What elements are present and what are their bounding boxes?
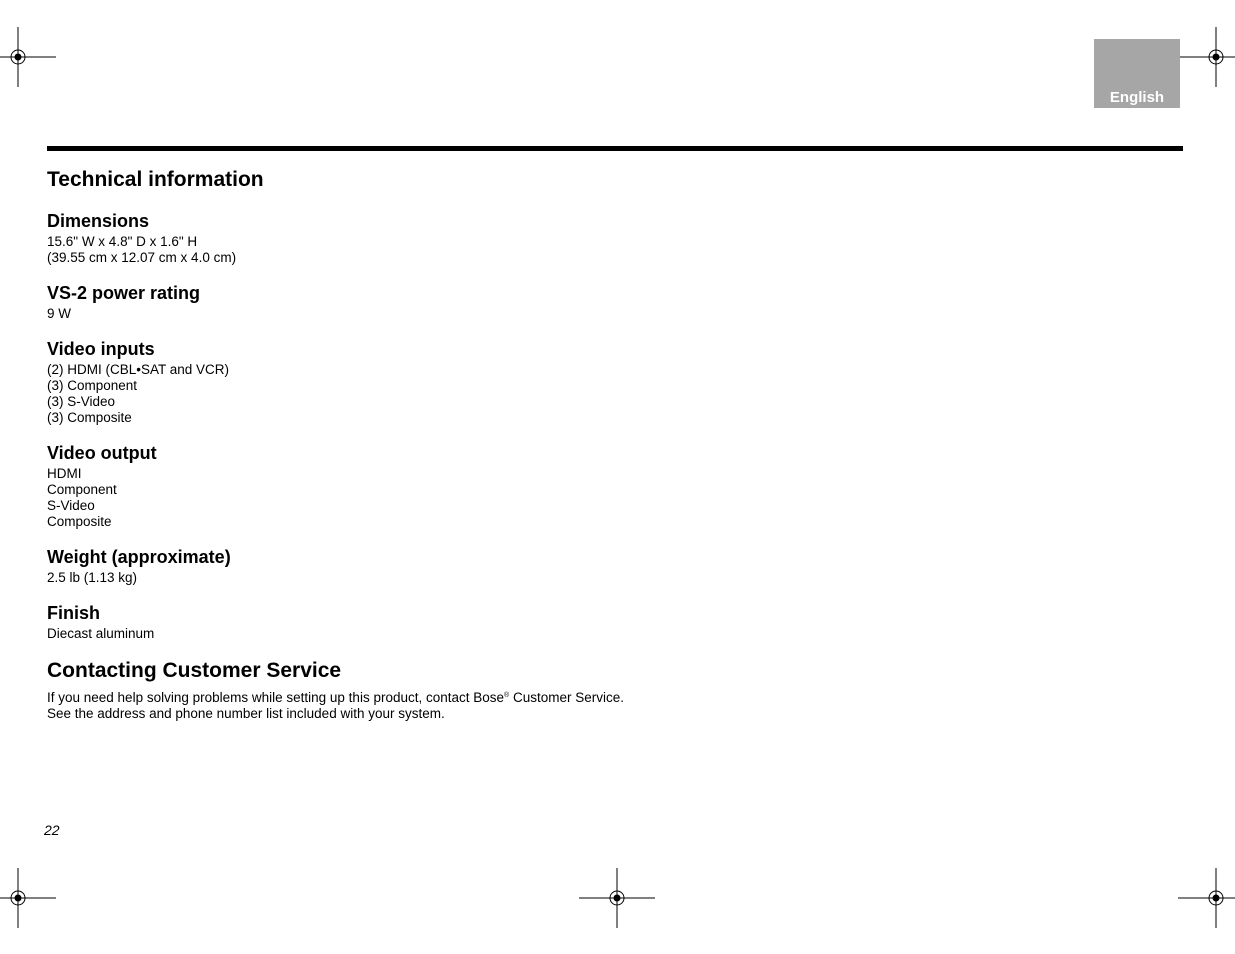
contact-line-2: See the address and phone number list included with your system.	[47, 706, 445, 721]
spec-list	[47, 210, 947, 642]
spec-heading: Finish	[47, 603, 100, 623]
spec-heading: Video output	[47, 443, 157, 463]
spec-section	[47, 602, 947, 642]
spec-section	[47, 282, 947, 322]
spec-value-line: (39.55 cm x 12.07 cm x 4.0 cm)	[47, 250, 237, 265]
spec-value-line: HDMI	[47, 466, 82, 481]
spec-value-line: 9 W	[47, 306, 72, 321]
registered-mark: ®	[504, 692, 510, 699]
spec-values	[47, 570, 947, 586]
spec-value-line: (2) HDMI (CBL•SAT and VCR)	[47, 362, 230, 377]
spec-value-line: (3) Component	[47, 378, 138, 393]
spec-value-line: S-Video	[47, 498, 95, 513]
spec-section	[47, 338, 947, 426]
contact-line-1-text: If you need help solving problems while setting up this product, contact Bose	[47, 690, 505, 705]
spec-values	[47, 466, 947, 530]
language-tab-label: English	[1109, 89, 1165, 106]
contact-heading: Contacting Customer Service	[47, 659, 342, 682]
contact-section	[47, 658, 947, 722]
header-rule	[47, 146, 1183, 151]
spec-value-line: Diecast aluminum	[47, 626, 155, 641]
page-title: Technical information	[47, 168, 264, 191]
spec-heading: Weight (approximate)	[47, 547, 231, 567]
spec-values	[47, 362, 947, 426]
spec-values	[47, 234, 947, 266]
spec-heading: Dimensions	[47, 211, 150, 231]
registration-mark-top-left	[0, 27, 56, 87]
spec-value-line: Component	[47, 482, 117, 497]
registration-mark-top-right	[1178, 27, 1235, 87]
spec-heading: Video inputs	[47, 339, 155, 359]
contact-line-1-end: Customer Service.	[509, 690, 624, 705]
spec-section	[47, 546, 947, 586]
spec-value-line: (3) S-Video	[47, 394, 116, 409]
spec-values	[47, 626, 947, 642]
spec-value-line: Composite	[47, 514, 112, 529]
registration-mark-bottom-center	[579, 868, 655, 928]
page-number: 22	[44, 822, 60, 838]
technical-information-content	[47, 166, 947, 722]
spec-section	[47, 442, 947, 530]
language-tab	[1094, 39, 1180, 108]
spec-values	[47, 306, 947, 322]
registration-mark-bottom-right	[1178, 868, 1235, 928]
spec-section	[47, 210, 947, 266]
contact-line-1	[47, 688, 947, 706]
spec-value-line: (3) Composite	[47, 410, 132, 425]
registration-mark-bottom-left	[0, 868, 56, 928]
spec-heading: VS-2 power rating	[47, 283, 201, 303]
spec-value-line: 2.5 lb (1.13 kg)	[47, 570, 138, 585]
spec-value-line: 15.6" W x 4.8" D x 1.6" H	[47, 234, 198, 249]
